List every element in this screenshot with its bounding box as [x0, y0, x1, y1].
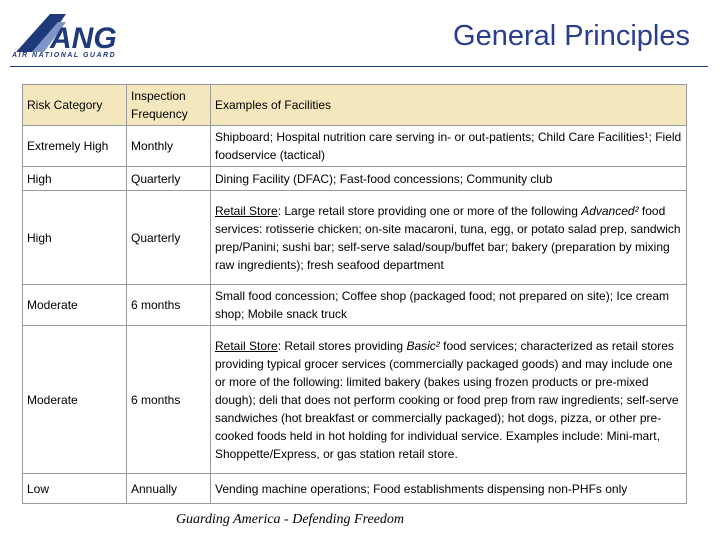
table-row [23, 326, 687, 474]
frequency-cell: Quarterly [127, 167, 211, 191]
table-row [23, 167, 687, 191]
examples-cell: Vending machine operations; Food establishments dispensing non-PHFs only [211, 474, 687, 504]
examples-emphasis: Basic² [406, 338, 440, 353]
examples-text: : Large retail store providing one or more of the following [277, 203, 582, 218]
examples-text: : Retail stores providing [277, 338, 407, 353]
risk-cell: High [23, 191, 127, 285]
table-row [23, 191, 687, 285]
logo-text: ANG [50, 22, 117, 55]
examples-cell: Small food concession; Coffee shop (packaged food; not prepared on site); Ice cream shop; Mobile snack truck [211, 285, 687, 326]
risk-cell: High [23, 167, 127, 191]
logo-caption: AIR NATIONAL GUARD [12, 52, 117, 59]
frequency-cell: Monthly [127, 126, 211, 167]
page-title: General Principles [453, 20, 690, 52]
risk-cell: Low [23, 474, 127, 504]
examples-text: food services; characterized as retail stores providing typical grocer services (commercially packaged goods) and may include one or more of the following: limited bakery (bakes using frozen products or pre-mixed dough); deli that does not perform cooking or food prep from raw ingredients; self-serve sandwiches (hot breakfast or commercially packaged); hot dogs, pizza, or other pre-cooked foods held in hot holding for individual service. Examples include: Mini-mart, Shoppette/Express, or gas station retail store. [215, 338, 679, 461]
header-examples: Examples of Facilities [211, 85, 687, 126]
examples-cell [211, 191, 687, 285]
risk-cell: Moderate [23, 285, 127, 326]
examples-cell: Dining Facility (DFAC); Fast-food concessions; Community club [211, 167, 687, 191]
table-header-row [23, 85, 687, 126]
table-row [23, 126, 687, 167]
title-divider [10, 66, 708, 67]
retail-store-label: Retail Store [215, 203, 278, 218]
header-inspection-frequency: Inspection Frequency [127, 85, 211, 126]
header-risk-category: Risk Category [23, 85, 127, 126]
examples-cell: Shipboard; Hospital nutrition care serving in- or out-patients; Child Care Facilities¹; Field foodservice (tactical) [211, 126, 687, 167]
footer-slogan: Guarding America - Defending Freedom [175, 512, 405, 527]
examples-cell [211, 326, 687, 474]
frequency-cell: 6 months [127, 326, 211, 474]
examples-emphasis: Advanced² [581, 203, 639, 218]
risk-cell: Extremely High [23, 126, 127, 167]
examples-text: food services: rotisserie chicken; on-site macaroni, tuna, egg, or potato salad prep, sandwich prep/Panini; sushi bar; self-serve salad/soup/buffet bar; bakery (preparation by mixing raw ingredients); fresh seafood department [215, 203, 681, 272]
risk-category-table [22, 84, 687, 504]
frequency-cell: Annually [127, 474, 211, 504]
frequency-cell: Quarterly [127, 191, 211, 285]
table-row [23, 474, 687, 504]
retail-store-label: Retail Store [215, 338, 278, 353]
table-row [23, 285, 687, 326]
risk-cell: Moderate [23, 326, 127, 474]
frequency-cell: 6 months [127, 285, 211, 326]
